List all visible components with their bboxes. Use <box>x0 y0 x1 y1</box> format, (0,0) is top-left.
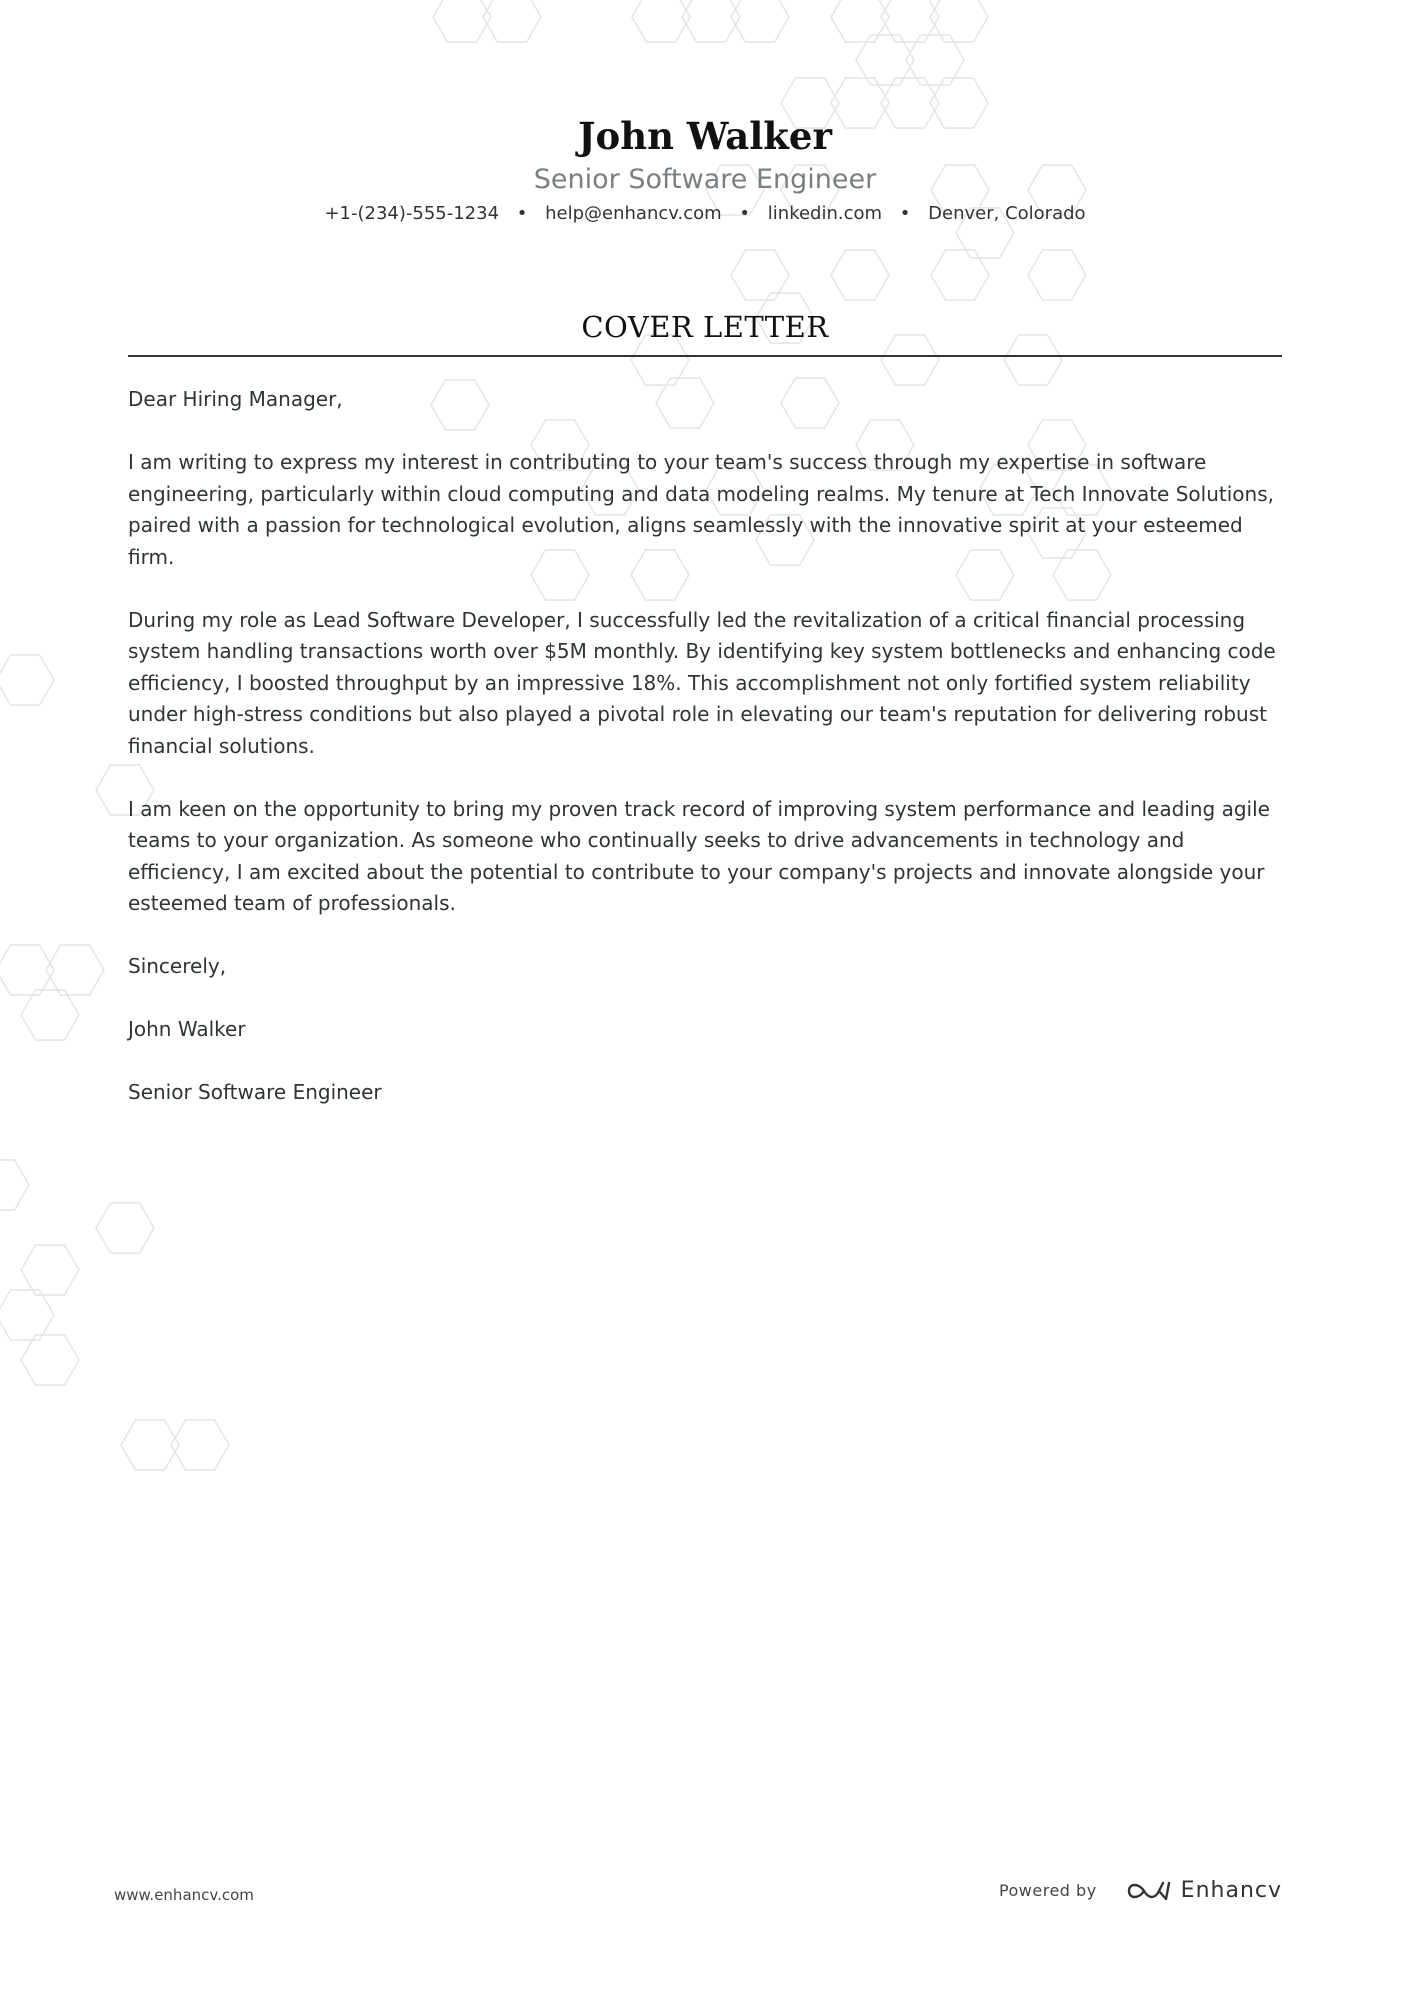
hexagon-decoration <box>0 1290 54 1340</box>
hexagon-decoration <box>831 250 889 300</box>
applicant-title: Senior Software Engineer <box>533 164 877 195</box>
hexagon-decoration <box>21 1245 79 1295</box>
hexagon-decoration <box>881 0 939 42</box>
separator: • <box>739 203 751 224</box>
hexagon-decoration <box>831 0 889 42</box>
linkedin: linkedin.com <box>767 203 883 224</box>
hexagon-decoration <box>930 0 988 42</box>
hexagon-decoration <box>682 0 740 42</box>
paragraph-1: I am writing to express my interest in contributing to your team's success through my expertise in software engineering, particularly within cloud computing and data modeling realms. My tenure at Tech Innovate Solutions, paired with a passion for technological evolution, aligns seamlessly with the innovative spirit at your esteemed firm. <box>128 450 1274 569</box>
hexagon-decoration <box>21 990 79 1040</box>
separator: • <box>899 203 911 224</box>
signature-title: Senior Software Engineer <box>128 1080 382 1104</box>
section-title: COVER LETTER <box>581 310 829 344</box>
hexagon-decoration <box>1028 250 1086 300</box>
hexagon-decoration <box>433 0 491 42</box>
signature-name: John Walker <box>128 1017 246 1041</box>
contact-info <box>0 202 1410 226</box>
hexagon-decoration <box>483 0 541 42</box>
applicant-name: John Walker <box>578 114 832 158</box>
paragraph-3: I am keen on the opportunity to bring my proven track record of improving system performance and leading agile teams to your organization. As someone who continually seeks to drive advancements in technology and efficiency, I am excited about the potential to contribute to your company's projects and innovate alongside your esteemed team of professionals. <box>128 796 1270 915</box>
separator: • <box>516 203 528 224</box>
hexagon-decoration <box>0 1160 29 1210</box>
header <box>0 112 1410 226</box>
footer-branding <box>999 1878 1282 1903</box>
hexagon-decoration <box>96 1203 154 1253</box>
enhancv-logo-icon <box>1125 1879 1171 1903</box>
email: help@enhancv.com <box>545 203 722 224</box>
hexagon-decoration <box>21 1335 79 1385</box>
hexagon-decoration <box>731 0 789 42</box>
hexagon-decoration <box>632 0 690 42</box>
letter-body <box>128 384 1288 1140</box>
brand-logo <box>1125 1878 1282 1903</box>
footer-website: www.enhancv.com <box>114 1886 254 1904</box>
paragraph-2: During my role as Lead Software Developer, I successfully led the revitalization of a critical financial processing system handling transactions worth over $5M monthly. By identifying key system bottlenecks and enhancing code efficiency, I boosted throughput by an impressive 18%. This accomplishment not only fortified system reliability under high-stress conditions but also played a pivotal role in elevating our team's reputation for delivering robust financial solutions. <box>128 607 1276 758</box>
brand-name: Enhancv <box>1180 1878 1282 1903</box>
greeting: Dear Hiring Manager, <box>128 387 343 411</box>
hexagon-decoration <box>0 655 54 705</box>
section-divider <box>128 355 1282 357</box>
phone: +1-(234)-555-1234 <box>324 203 500 224</box>
location: Denver, Colorado <box>928 203 1086 224</box>
closing: Sincerely, <box>128 954 227 978</box>
powered-by-label: Powered by <box>998 1881 1097 1900</box>
